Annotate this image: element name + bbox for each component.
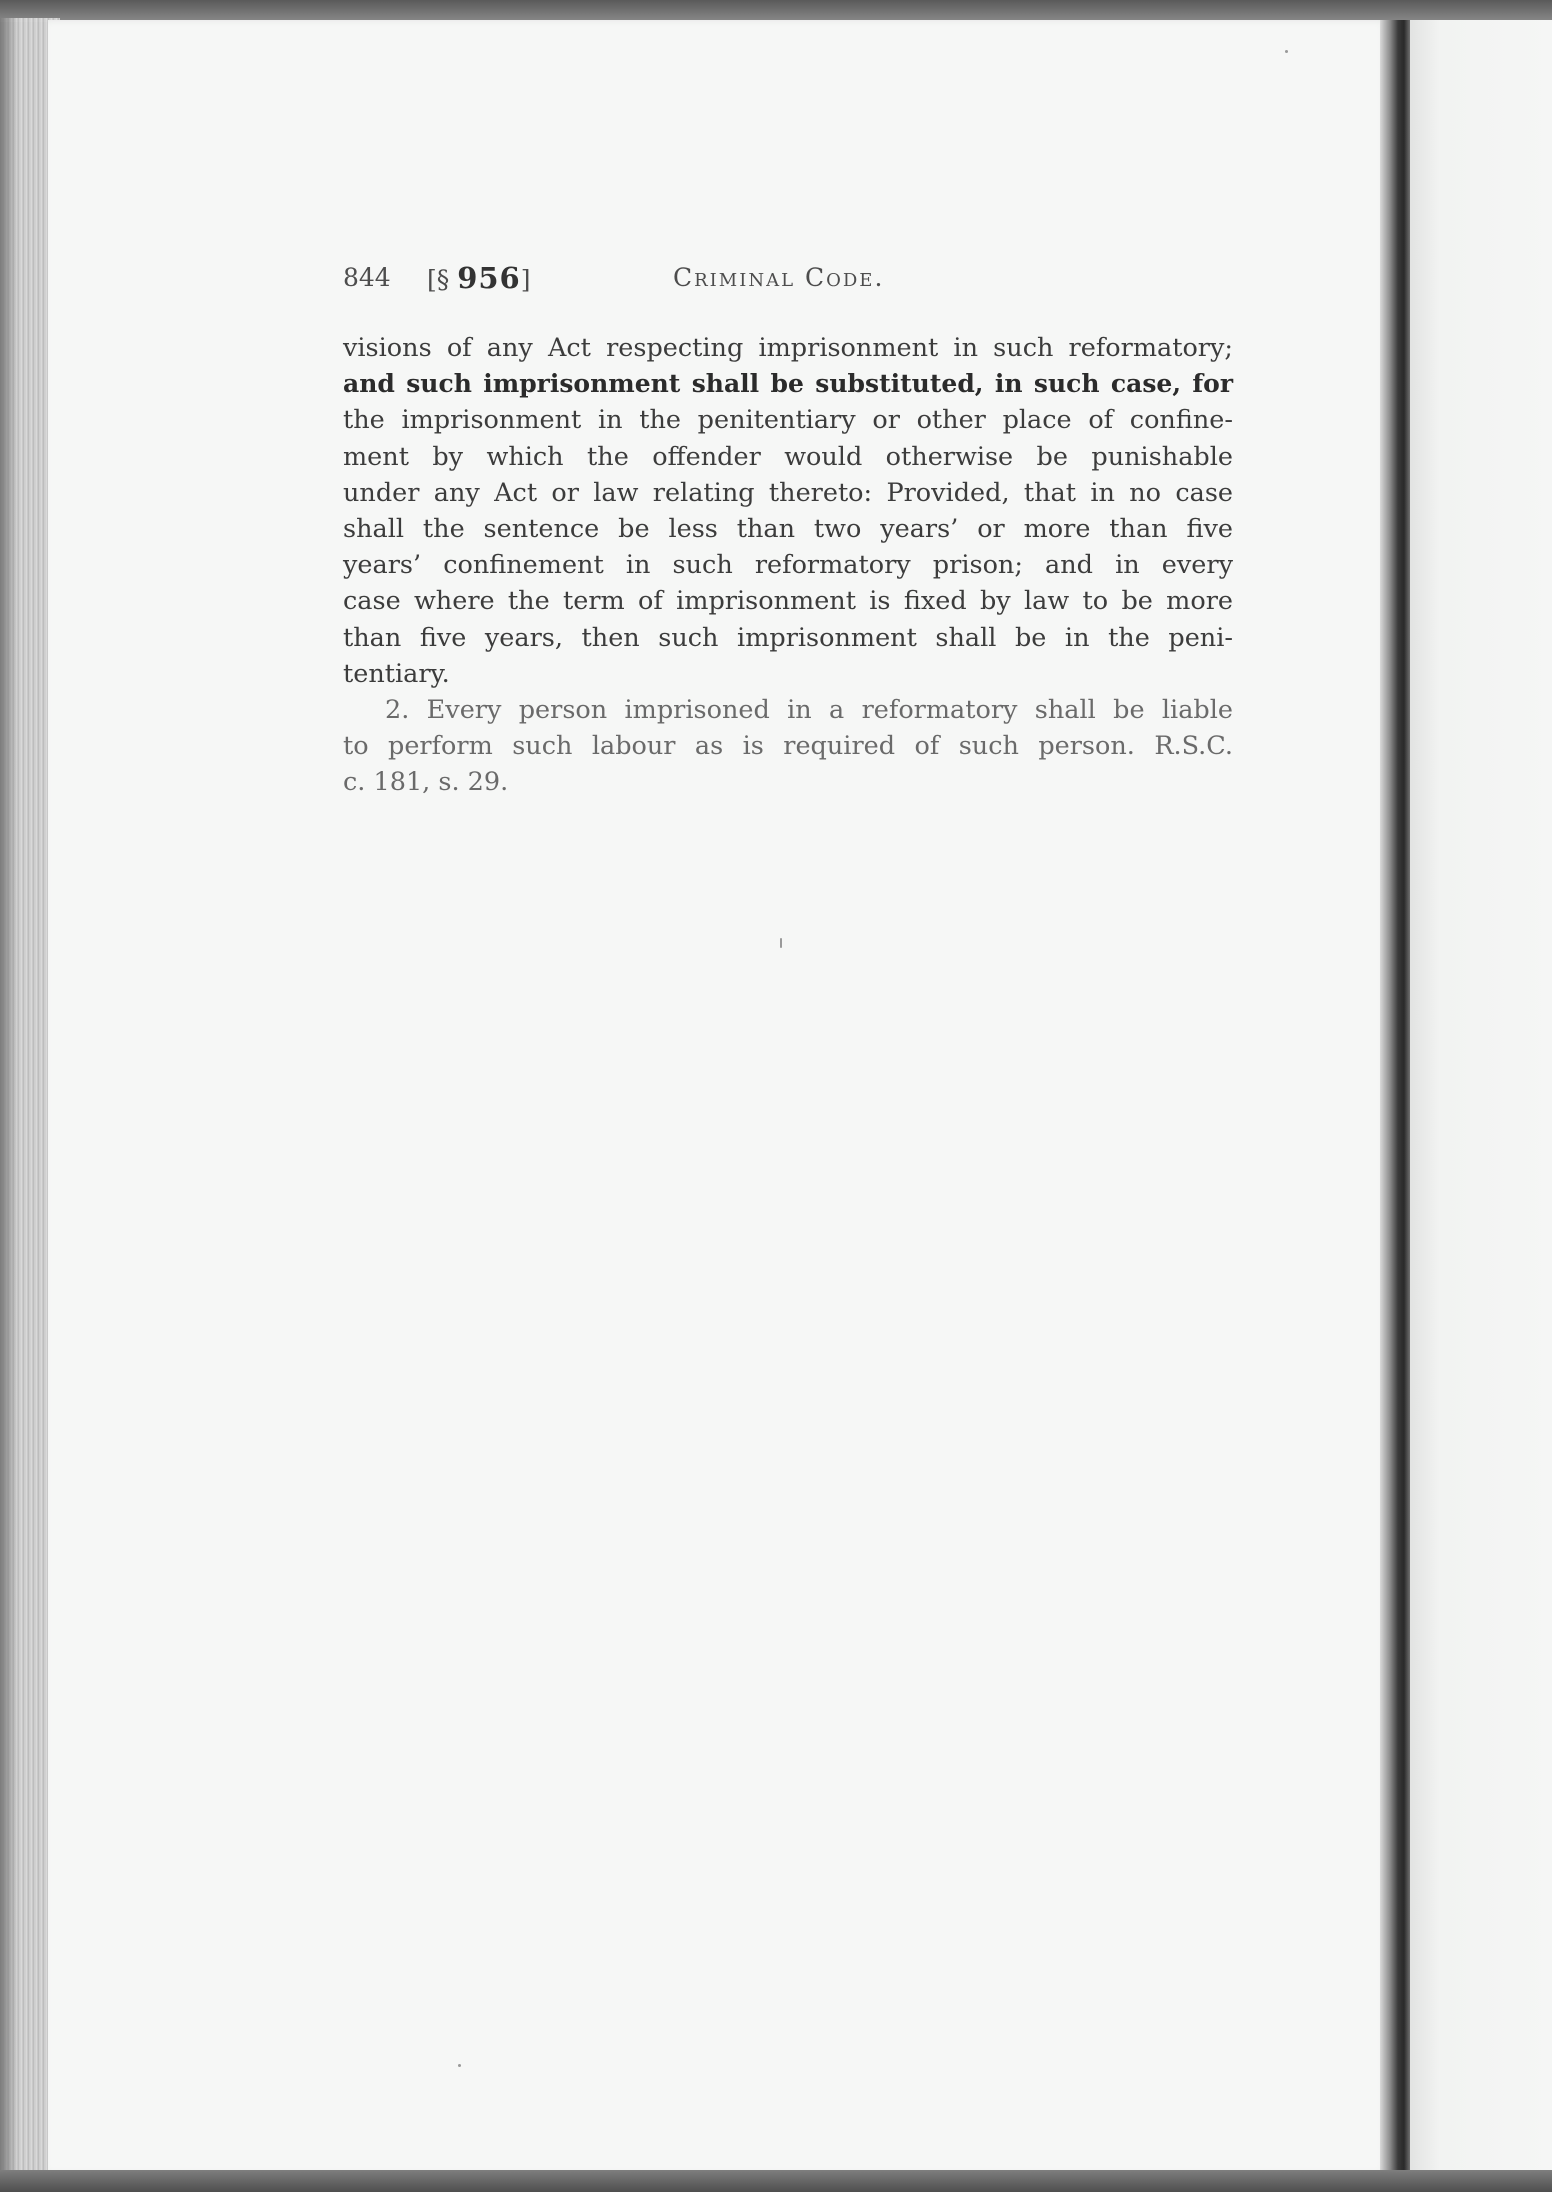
- paper-speck: [780, 938, 782, 948]
- paper-speck: [1285, 50, 1288, 53]
- section-number: 956: [457, 261, 521, 295]
- text-line: to perform such labour as is required of such person. R.S.C.: [343, 731, 1233, 762]
- page-number: 844: [343, 263, 391, 292]
- text-line: case where the term of imprisonment is fixed by law to be more: [343, 586, 1233, 617]
- scan-top-edge: [0, 0, 1552, 22]
- paper-speck: [458, 2064, 461, 2067]
- facing-page-edge: [1410, 20, 1552, 2172]
- text-line: under any Act or law relating thereto: Provided, that in no case: [343, 477, 1233, 508]
- body-text: [343, 330, 1233, 801]
- running-title: Criminal Code.: [673, 263, 885, 292]
- text-line: and such imprisonment shall be substituted, in such case, for: [343, 369, 1233, 399]
- text-line: the imprisonment in the penitentiary or other place of confine-: [343, 405, 1233, 436]
- text-line: shall the sentence be less than two years’ or more than five: [343, 514, 1233, 545]
- text-line: c. 181, s. 29.: [343, 767, 509, 798]
- text-line: 2. Every person imprisoned in a reformatory shall be liable: [385, 695, 1233, 726]
- book-gutter: [1380, 20, 1410, 2172]
- text-line: than five years, then such imprisonment shall be in the peni-: [343, 622, 1233, 653]
- running-header: [343, 258, 1243, 298]
- scan-bottom-edge: [0, 2170, 1552, 2192]
- section-suffix: ]: [520, 265, 531, 294]
- section-prefix: [§: [427, 265, 458, 294]
- text-line: tentiary.: [343, 658, 450, 689]
- text-line: ment by which the offender would otherwise be punishable: [343, 441, 1233, 472]
- section-reference: [427, 258, 531, 300]
- text-line: years’ confinement in such reformatory prison; and in every: [343, 550, 1233, 581]
- text-line: visions of any Act respecting imprisonment in such reformatory;: [343, 333, 1233, 363]
